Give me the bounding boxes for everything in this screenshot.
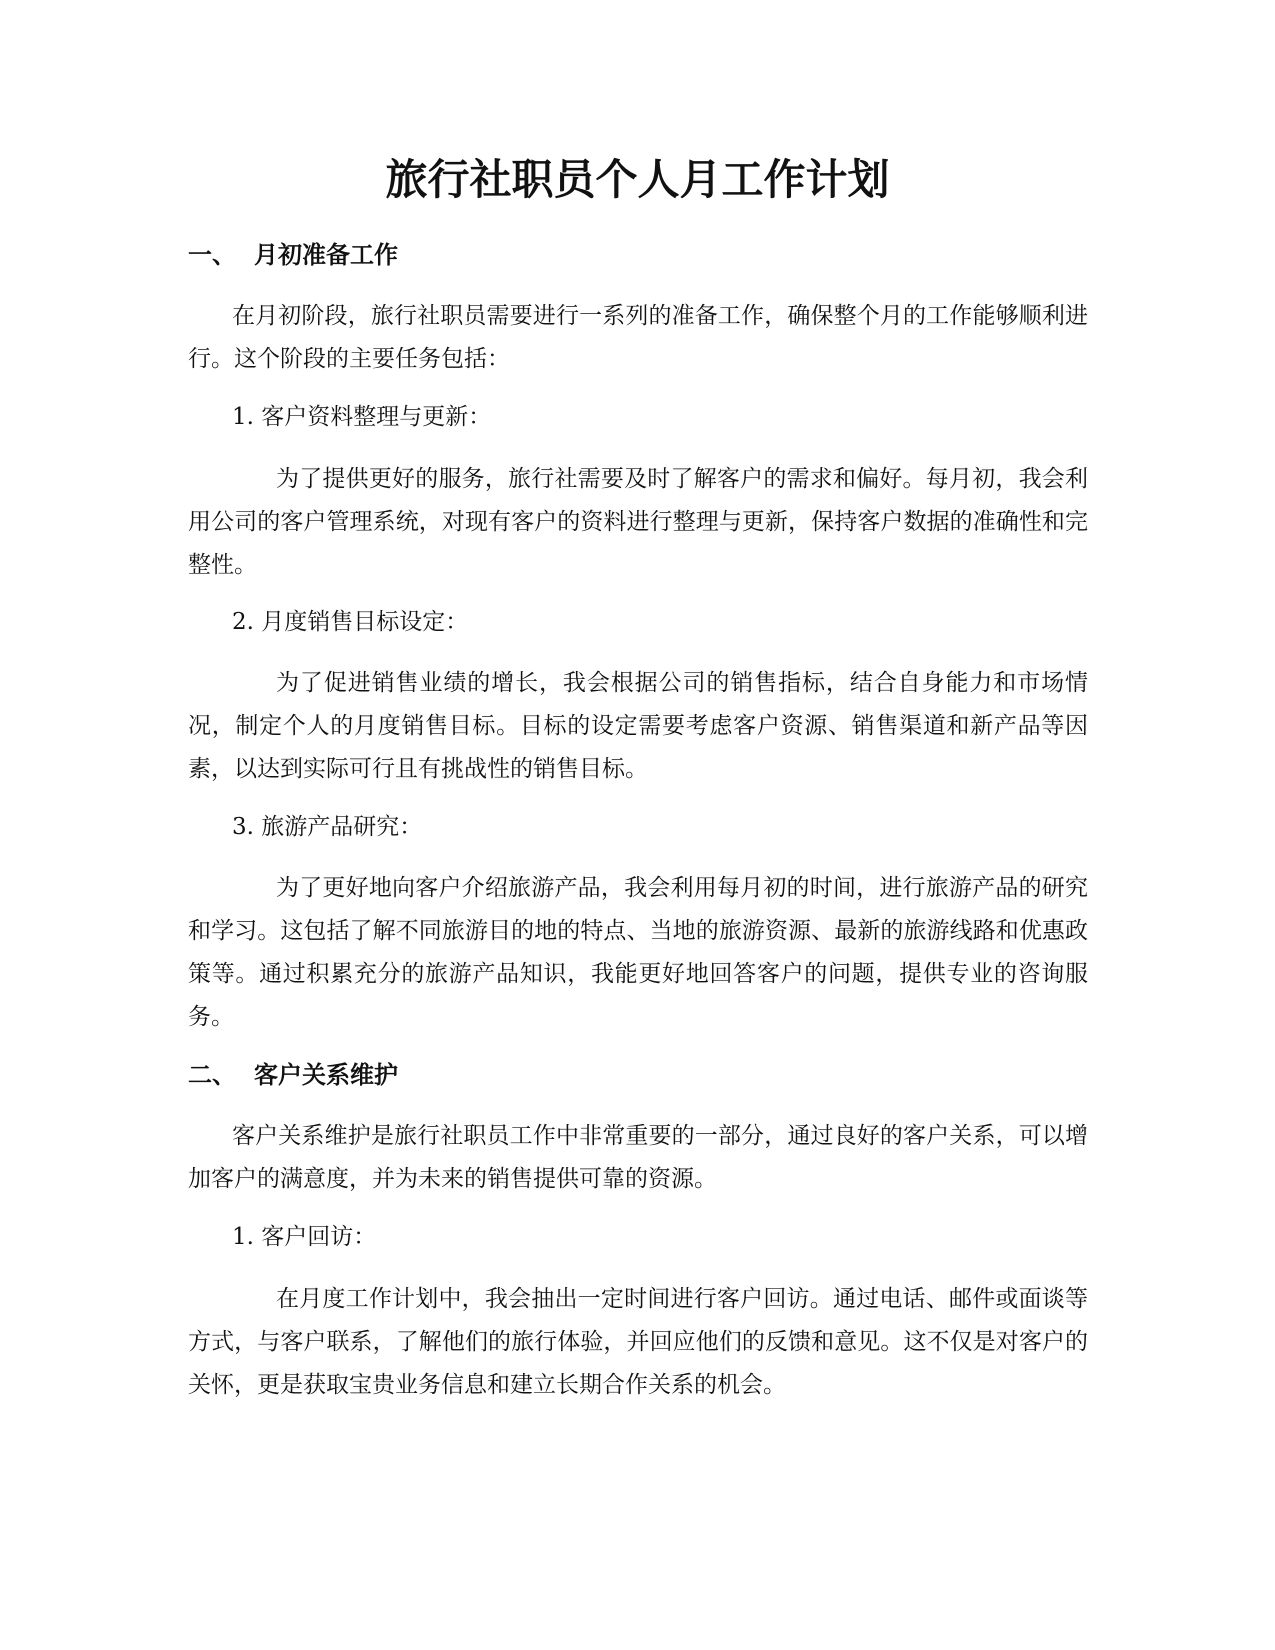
section-intro: 客户关系维护是旅行社职员工作中非常重要的一部分，通过良好的客户关系，可以增加客户的满意度，并为未来的销售提供可靠的资源。: [188, 1123, 1088, 1192]
section-intro: 在月初阶段，旅行社职员需要进行一系列的准备工作，确保整个月的工作能够顺利进行。这个阶段的主要任务包括：: [188, 303, 1088, 372]
list-item-text: 为了促进销售业绩的增长，我会根据公司的销售指标，结合自身能力和市场情况，制定个人的月度销售目标。目标的设定需要考虑客户资源、销售渠道和新产品等因素，以达到实际可行且有挑战性的销售目标。: [188, 670, 1088, 782]
list-item-text: 在月度工作计划中，我会抽出一定时间进行客户回访。通过电话、邮件或面谈等方式，与客户联系，了解他们的旅行体验，并回应他们的反馈和意见。这不仅是对客户的关怀，更是获取宝贵业务信息和建立长期合作关系的机会。: [188, 1286, 1088, 1398]
list-item-text: 为了提供更好的服务，旅行社需要及时了解客户的需求和偏好。每月初，我会利用公司的客户管理系统，对现有客户的资料进行整理与更新，保持客户数据的准确性和完整性。: [188, 466, 1088, 578]
list-item-text: 为了更好地向客户介绍旅游产品，我会利用每月初的时间，进行旅游产品的研究和学习。这包括了解不同旅游目的地的特点、当地的旅游资源、最新的旅游线路和优惠政策等。通过积累充分的旅游产品知识，我能更好地回答客户的问题，提供专业的咨询服务。: [188, 875, 1088, 1030]
list-item-label: 3. 旅游产品研究：: [232, 814, 423, 840]
list-item-label: 2. 月度销售目标设定：: [232, 609, 469, 635]
list-item-label: 1. 客户资料整理与更新：: [232, 404, 492, 430]
section-title: 月初准备工作: [254, 241, 398, 269]
document-title: 旅行社职员个人月工作计划: [385, 155, 890, 204]
section-heading: [188, 238, 398, 272]
section-number: 一、: [188, 241, 236, 269]
list-item-label: 1. 客户回访：: [232, 1224, 377, 1250]
section-heading: [188, 1058, 398, 1092]
section-title: 客户关系维护: [254, 1061, 398, 1089]
section-number: 二、: [188, 1061, 236, 1089]
